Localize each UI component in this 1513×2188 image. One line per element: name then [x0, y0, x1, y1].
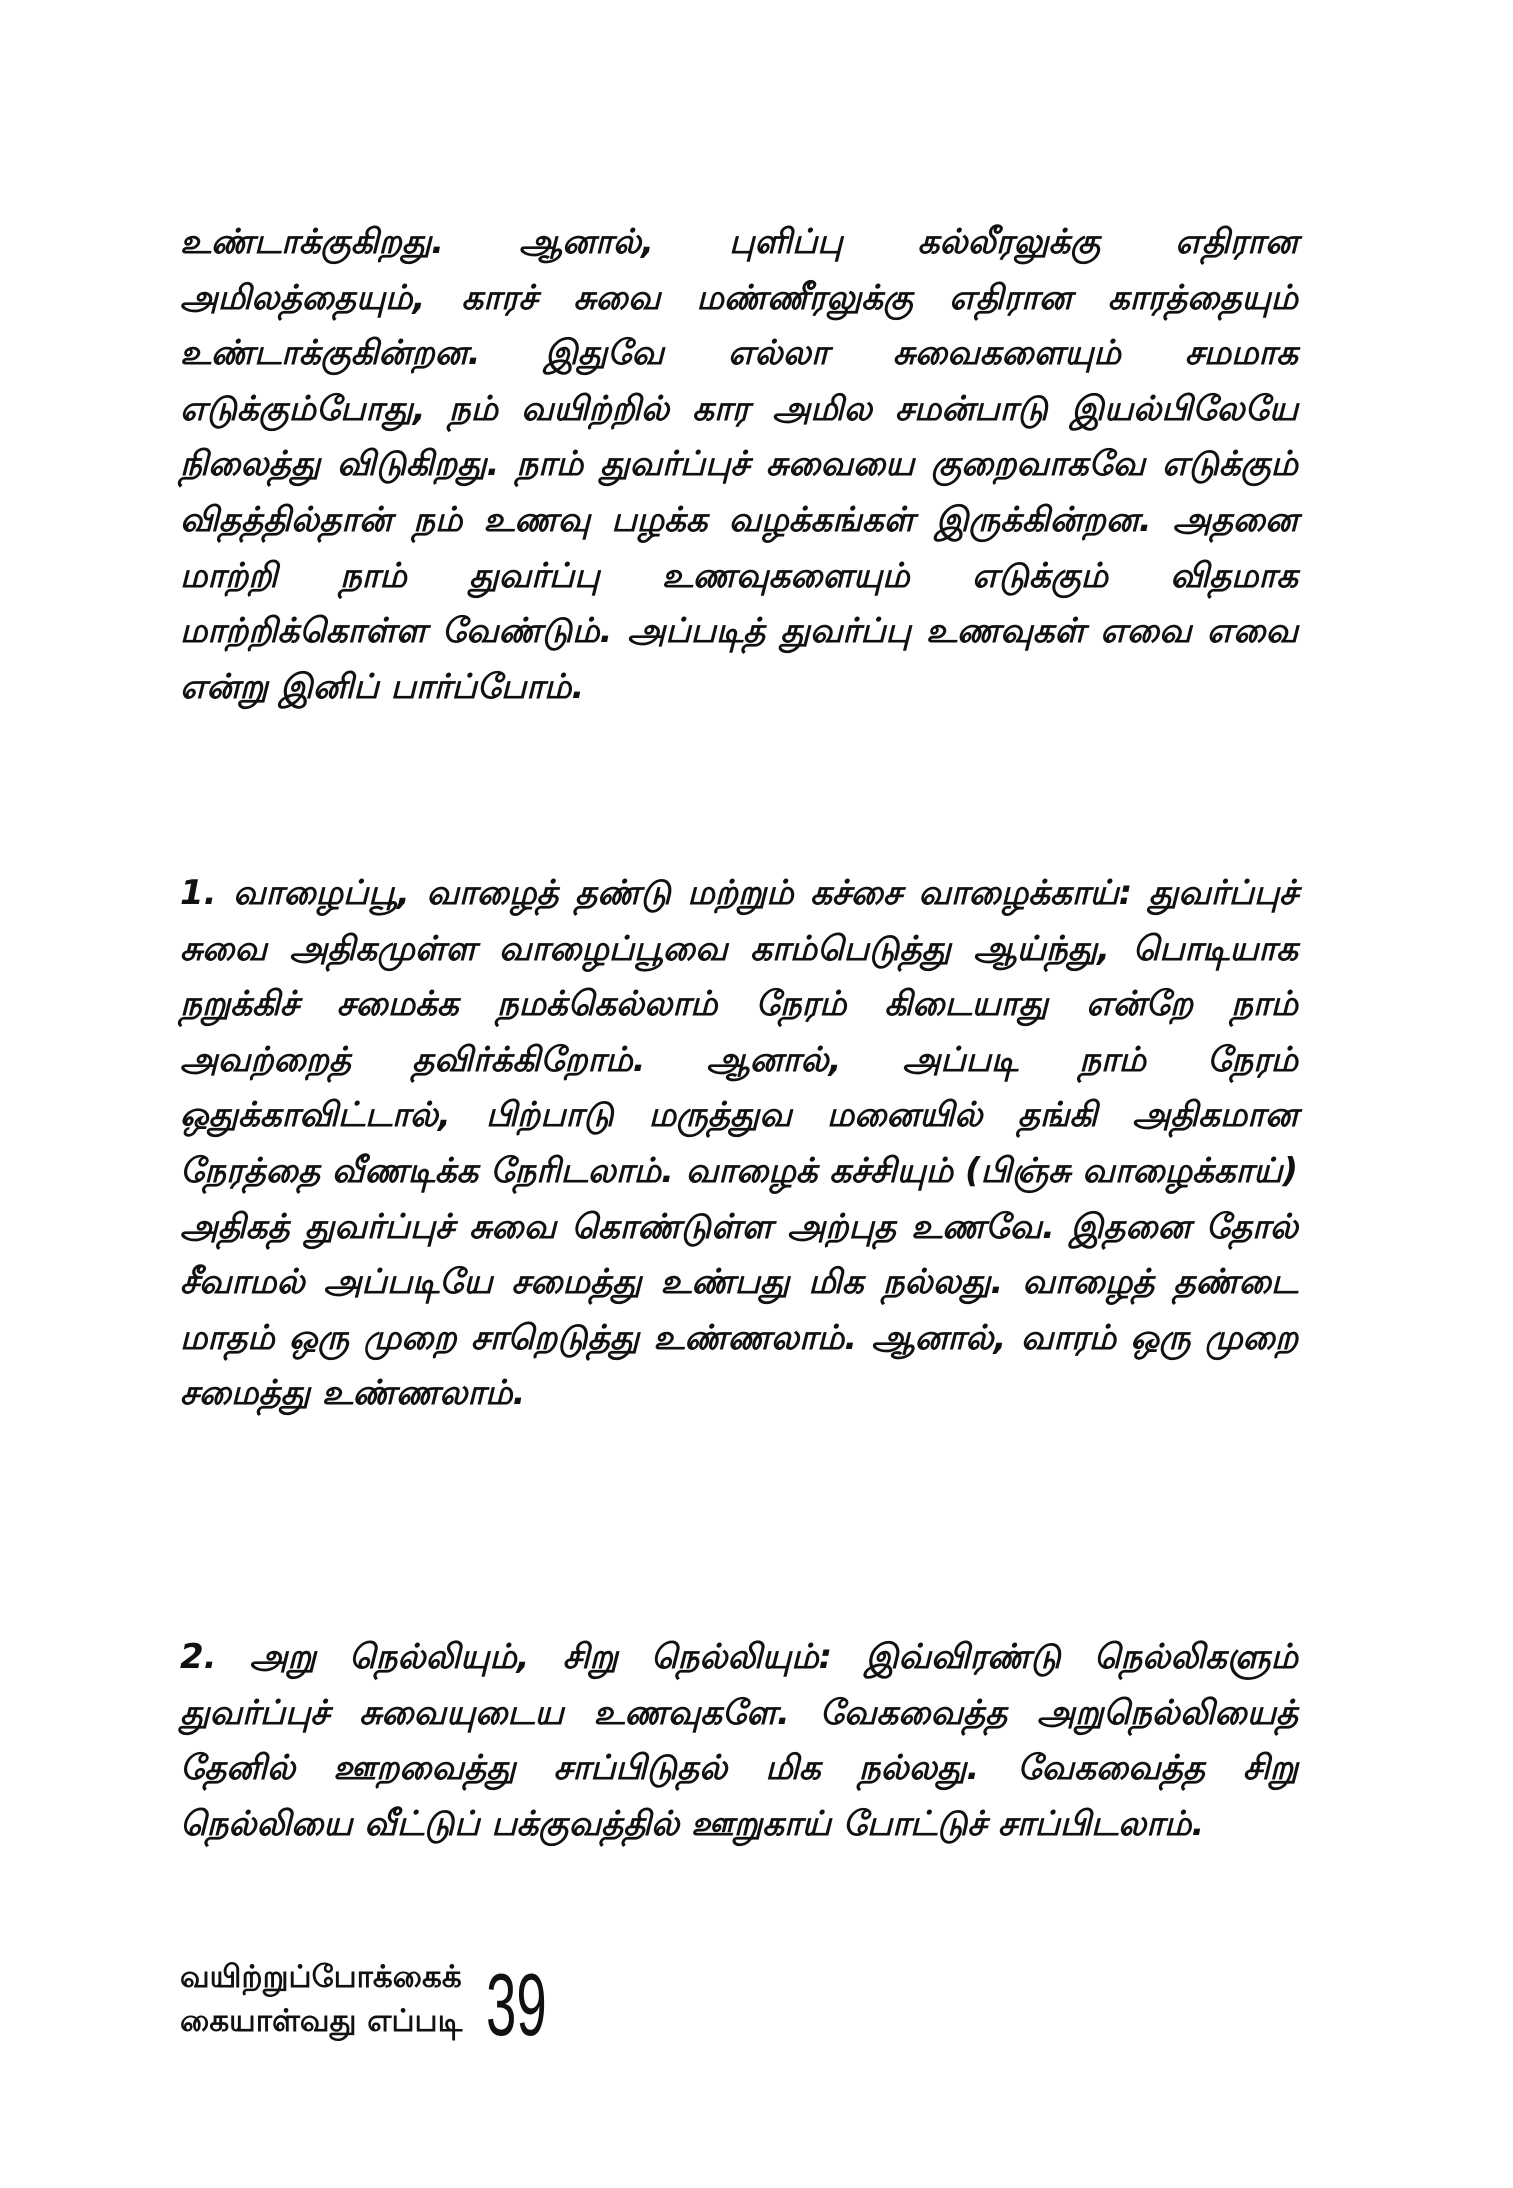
- item-1-heading: 1. வாழைப்பூ, வாழைத் தண்டு மற்றும் கச்சை வாழைக்காய்:: [180, 873, 1133, 913]
- item-1-body: துவர்ப்புச் சுவை அதிகமுள்ள வாழைப்பூவை காம்பெடுத்து ஆய்ந்து, பொடியாக நறுக்கிச் சமைக்க நமக்கெல்லாம் நேரம் கிடையாது என்றே நாம் அவற்றைத் தவிர்க்கிறோம். ஆனால், அப்படி நாம் நேரம் ஒதுக்காவிட்டால், பிற்பாடு மருத்துவ மனையில் தங்கி அதிகமான நேரத்தை வீணடிக்க நேரிடலாம். வாழைக் கச்சியும் (பிஞ்சு வாழைக்காய்) அதிகத் துவர்ப்புச் சுவை கொண்டுள்ள அற்புத உணவே. இதனை தோல் சீவாமல் அப்படியே சமைத்து உண்பது மிக நல்லது. வாழைத் தண்டை மாதம் ஒரு முறை சாறெடுத்து உண்ணலாம். ஆனால், வாரம் ஒரு முறை சமைத்து உண்ணலாம்.: [180, 873, 1298, 1414]
- book-title: [180, 1955, 462, 2043]
- book-title-line-1: வயிற்றுப்போக்கைக்: [180, 1959, 462, 1995]
- paragraph-item-1: [180, 866, 1298, 1422]
- item-2-heading: 2. அறு நெல்லியும், சிறு நெல்லியும்:: [180, 1637, 833, 1677]
- page-footer: [180, 1955, 584, 2054]
- paragraph-intro: உண்டாக்குகிறது. ஆனால், புளிப்பு கல்லீரலுக்கு எதிரான அமிலத்தையும், காரச் சுவை மண்ணீரலுக்கு எதிரான காரத்தையும் உண்டாக்குகின்றன. இதுவே எல்லா சுவைகளையும் சமமாக எடுக்கும்போது, நம் வயிற்றில் கார அமில சமன்பாடு இயல்பிலேயே நிலைத்து விடுகிறது. நாம் துவர்ப்புச் சுவையை குறைவாகவே எடுக்கும் விதத்தில்தான் நம் உணவு பழக்க வழக்கங்கள் இருக்கின்றன. அதனை மாற்றி நாம் துவர்ப்பு உணவுகளையும் எடுக்கும் விதமாக மாற்றிக்கொள்ள வேண்டும். அப்படித் துவர்ப்பு உணவுகள் எவை எவை என்று இனிப் பார்ப்போம்.: [180, 222, 1298, 707]
- page-number: 39: [486, 1955, 547, 2054]
- paragraph-item-2: [180, 1630, 1298, 1852]
- book-title-line-2: கையாள்வது எப்படி: [180, 2003, 463, 2039]
- item-2-body: இவ்விரண்டு நெல்லிகளும் துவர்ப்புச் சுவையுடைய உணவுகளே. வேகவைத்த அறுநெல்லியைத் தேனில் ஊறவைத்து சாப்பிடுதல் மிக நல்லது. வேகவைத்த சிறு நெல்லியை வீட்டுப் பக்குவத்தில் ஊறுகாய் போட்டுச் சாப்பிடலாம்.: [180, 1637, 1298, 1844]
